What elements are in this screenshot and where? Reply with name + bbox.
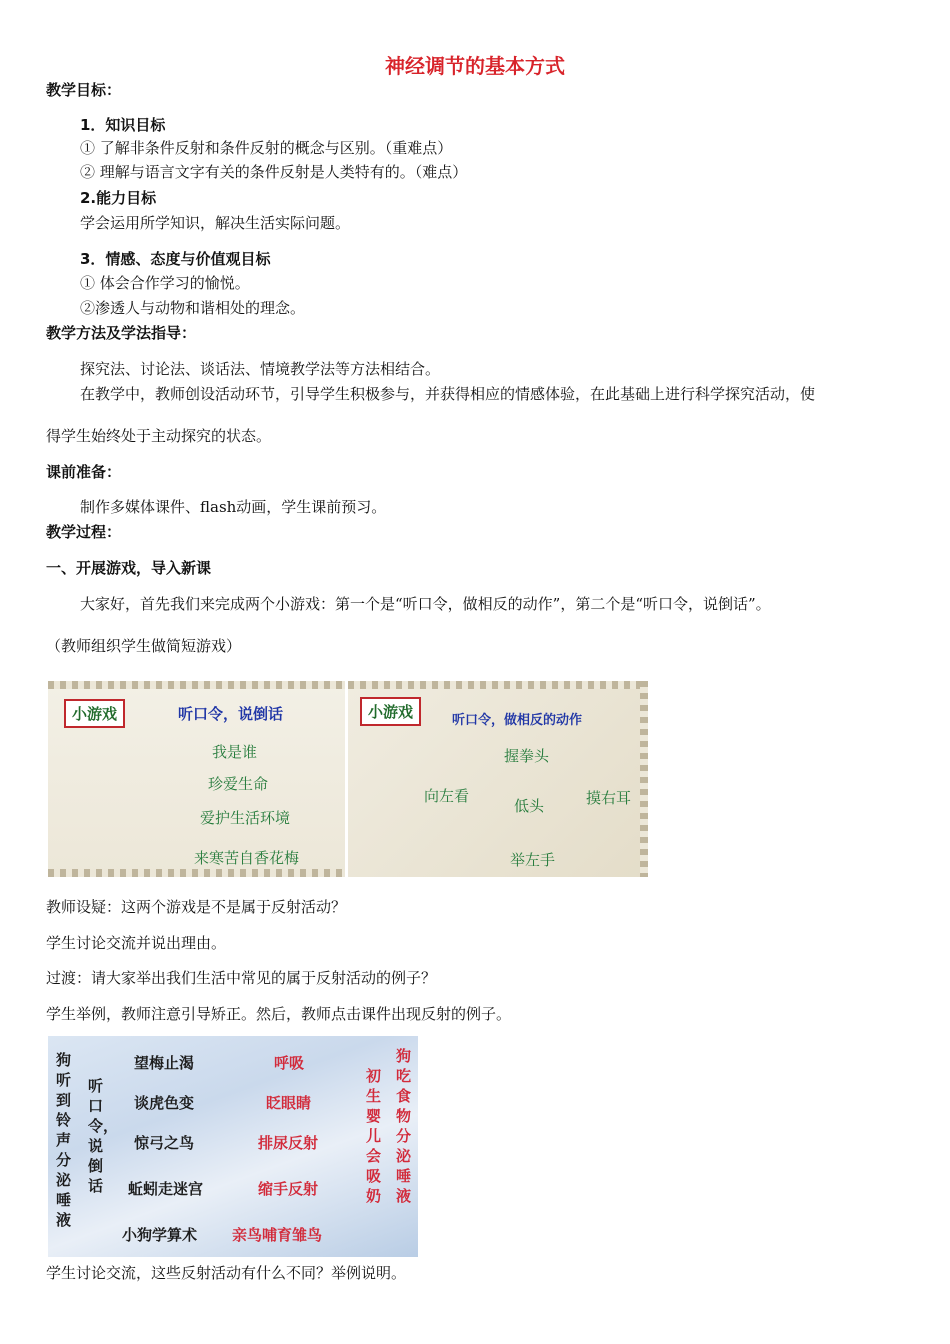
heading-process: 教学过程： — [46, 523, 122, 541]
method-line-3: 得学生始终处于主动探究的状态。 — [46, 427, 272, 445]
vertical-text: 狗吃食物分泌唾液 — [396, 1047, 412, 1205]
closing-discussion: 学生讨论交流，这些反射活动有什么不同？举例说明。 — [46, 1264, 407, 1282]
reflex-example: 谈虎色变 — [134, 1094, 195, 1112]
slide-item: 摸右耳 — [586, 789, 632, 807]
slide-badge: 小游戏 — [64, 699, 125, 728]
slide-item: 来寒苦自香花梅 — [194, 849, 300, 867]
heading-goals: 教学目标： — [46, 81, 122, 99]
prep-line: 制作多媒体课件、flash动画，学生课前预习。 — [80, 498, 387, 516]
section-1-note: （教师组织学生做简短游戏） — [46, 637, 242, 655]
reflex-example: 眨眼睛 — [266, 1094, 312, 1112]
method-line-2: 在教学中，教师创设活动环节，引导学生积极参与，并获得相应的情感体验，在此基础上进行科学探究活动，使 — [80, 385, 816, 403]
reflex-example: 排尿反射 — [258, 1134, 319, 1152]
slide-item: 向左看 — [424, 787, 470, 805]
reflex-example: 望梅止渴 — [134, 1054, 195, 1072]
slide-border — [348, 681, 648, 689]
reflex-example: 亲鸟哺育雏鸟 — [232, 1226, 323, 1244]
reflex-example: 呼吸 — [274, 1054, 305, 1072]
slide-heading: 听口令，做相反的动作 — [452, 713, 583, 728]
vertical-text: 初生婴儿会吸奶 — [366, 1067, 382, 1205]
method-line-1: 探究法、讨论法、谈话法、情境教学法等方法相结合。 — [80, 360, 441, 378]
slide-border — [640, 681, 648, 877]
student-examples: 学生举例，教师注意引导矫正。然后，教师点击课件出现反射的例子。 — [46, 1005, 512, 1023]
heading-prep: 课前准备： — [46, 463, 122, 481]
slide-border — [48, 681, 345, 689]
heading-method: 教学方法及学法指导： — [46, 324, 197, 342]
teacher-question: 教师设疑：这两个游戏是不是属于反射活动？ — [46, 898, 347, 916]
slide-reflex-examples — [48, 1036, 418, 1257]
slide-item: 爱护生活环境 — [200, 809, 291, 827]
goal-ability: 2.能力目标 — [80, 189, 157, 207]
section-1-heading: 一、开展游戏，导入新课 — [46, 559, 212, 577]
slide-item: 握拳头 — [504, 747, 550, 765]
section-1-intro: 大家好，首先我们来完成两个小游戏：第一个是“听口令，做相反的动作”，第二个是“听口令，说倒话”。 — [80, 595, 771, 613]
slide-border — [48, 869, 345, 877]
vertical-text: 狗听到铃声分泌唾液 — [56, 1051, 72, 1229]
reflex-example: 蚯蚓走迷宫 — [128, 1180, 204, 1198]
slide-game-reverse-speech — [48, 681, 345, 877]
goal-knowledge: 1．知识目标 — [80, 116, 166, 134]
slide-game-opposite-action — [348, 681, 648, 877]
slide-heading: 听口令，说倒话 — [178, 705, 284, 723]
document-title: 神经调节的基本方式 — [385, 54, 565, 78]
goal-knowledge-item-2: ② 理解与语言文字有关的条件反射是人类特有的。（难点） — [80, 163, 468, 181]
goal-knowledge-item-1: ① 了解非条件反射和条件反射的概念与区别。（重难点） — [80, 139, 453, 157]
goal-emotion-item-2: ②渗透人与动物和谐相处的理念。 — [80, 299, 306, 317]
slide-item: 珍爱生命 — [208, 775, 269, 793]
goal-emotion-item-1: ① 体会合作学习的愉悦。 — [80, 274, 250, 292]
slide-badge: 小游戏 — [360, 697, 421, 726]
slide-item: 举左手 — [510, 851, 556, 869]
goal-emotion: 3．情感、态度与价值观目标 — [80, 250, 271, 268]
reflex-example: 缩手反射 — [258, 1180, 319, 1198]
reflex-example: 惊弓之鸟 — [134, 1134, 195, 1152]
goal-ability-item: 学会运用所学知识，解决生活实际问题。 — [80, 214, 351, 232]
student-discussion: 学生讨论交流并说出理由。 — [46, 934, 227, 952]
vertical-text: 听口令，说倒话 — [88, 1077, 119, 1195]
slide-item: 我是谁 — [212, 743, 258, 761]
transition: 过渡：请大家举出我们生活中常见的属于反射活动的例子？ — [46, 969, 437, 987]
reflex-example: 小狗学算术 — [122, 1226, 198, 1244]
slide-item: 低头 — [514, 797, 545, 815]
